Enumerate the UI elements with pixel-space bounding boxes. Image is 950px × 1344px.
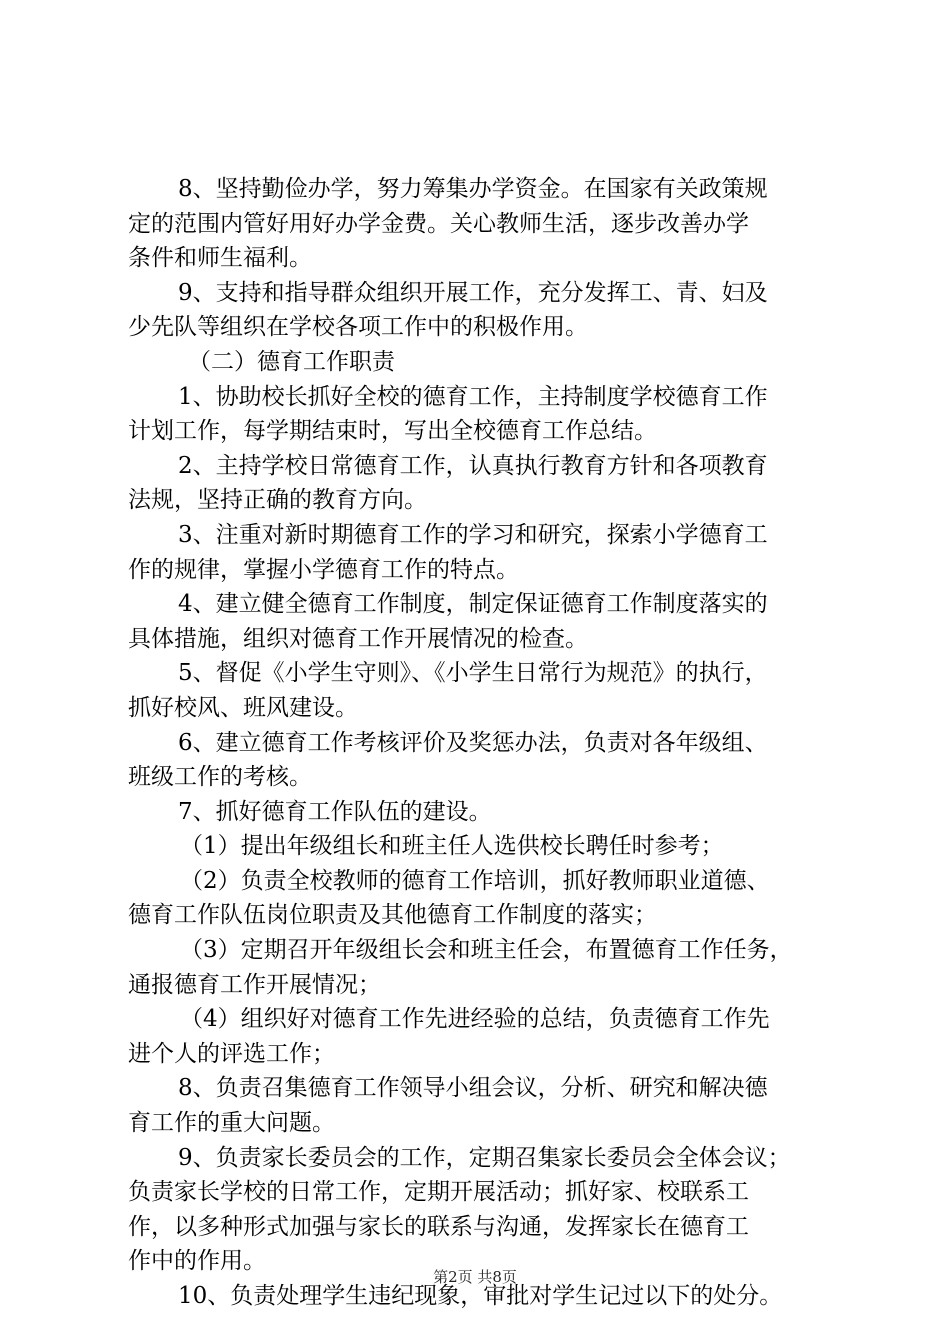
- paragraph-line: 法规，坚持正确的教育方向。: [128, 487, 427, 514]
- sub-item-line: （1）提出年级组长和班主任人选供校长聘任时参考；: [180, 833, 724, 860]
- paragraph-line: 条件和师生福利。: [128, 245, 312, 272]
- paragraph-line: 具体措施，组织对德育工作开展情况的检查。: [128, 625, 588, 652]
- sub-item-line: （4）组织好对德育工作先进经验的总结，负责德育工作先: [180, 1006, 770, 1033]
- paragraph-line: 1、协助校长抓好全校的德育工作，主持制度学校德育工作: [178, 383, 768, 410]
- paragraph-line: 7、抓好德育工作队伍的建设。: [178, 798, 492, 825]
- paragraph-line: 通报德育工作开展情况；: [128, 971, 381, 998]
- paragraph-line: 3、注重对新时期德育工作的学习和研究，探索小学德育工: [178, 521, 768, 548]
- paragraph-line: 计划工作，每学期结束时，写出全校德育工作总结。: [128, 418, 657, 445]
- paragraph-line: 育工作的重大问题。: [128, 1110, 335, 1137]
- paragraph-line: 5、督促《小学生守则》、《小学生日常行为规范》的执行，: [178, 660, 768, 687]
- document-body: [128, 172, 840, 1314]
- section-heading: （二）德育工作职责: [188, 348, 395, 375]
- paragraph-line: 8、坚持勤俭办学，努力筹集办学资金。在国家有关政策规: [178, 176, 768, 202]
- sub-item-line: （2）负责全校教师的德育工作培训，抓好教师职业道德、: [180, 867, 770, 894]
- paragraph-line: 4、建立健全德育工作制度，制定保证德育工作制度落实的: [178, 591, 768, 618]
- paragraph-line: 进个人的评选工作；: [128, 1040, 335, 1067]
- paragraph-line: 作的规律，掌握小学德育工作的特点。: [128, 556, 519, 583]
- sub-item-line: （3）定期召开年级组长会和班主任会，布置德育工作任务，: [180, 937, 793, 964]
- paragraph-line: 9、支持和指导群众组织开展工作，充分发挥工、青、妇及: [178, 279, 768, 306]
- paragraph-line: 作，以多种形式加强与家长的联系与沟通，发挥家长在德育工: [128, 1213, 749, 1240]
- paragraph-line: 抓好校风、班风建设。: [128, 694, 358, 721]
- paragraph-line: 德育工作队伍岗位职责及其他德育工作制度的落实；: [128, 902, 657, 929]
- paragraph-line: 班级工作的考核。: [128, 764, 312, 791]
- paragraph-line: 定的范围内管好用好办学金费。关心教师生活，逐步改善办学: [128, 210, 749, 237]
- paragraph-line: 作中的作用。: [128, 1248, 266, 1275]
- paragraph-line: 少先队等组织在学校各项工作中的积极作用。: [128, 314, 588, 341]
- paragraph-line: 8、负责召集德育工作领导小组会议，分析、研究和解决德: [178, 1075, 768, 1102]
- page-number-footer: 第2页 共8页: [433, 1268, 517, 1286]
- paragraph-line: 负责家长学校的日常工作，定期开展活动；抓好家、校联系工: [128, 1179, 749, 1206]
- paragraph-line: 2、主持学校日常德育工作，认真执行教育方针和各项教育: [178, 452, 768, 479]
- paragraph-line: 9、负责家长委员会的工作，定期召集家长委员会全体会议；: [178, 1144, 791, 1171]
- paragraph-line: 10、负责处理学生违纪现象，审批对学生记过以下的处分。: [178, 1283, 783, 1309]
- paragraph-line: 6、建立德育工作考核评价及奖惩办法，负责对各年级组、: [178, 729, 768, 756]
